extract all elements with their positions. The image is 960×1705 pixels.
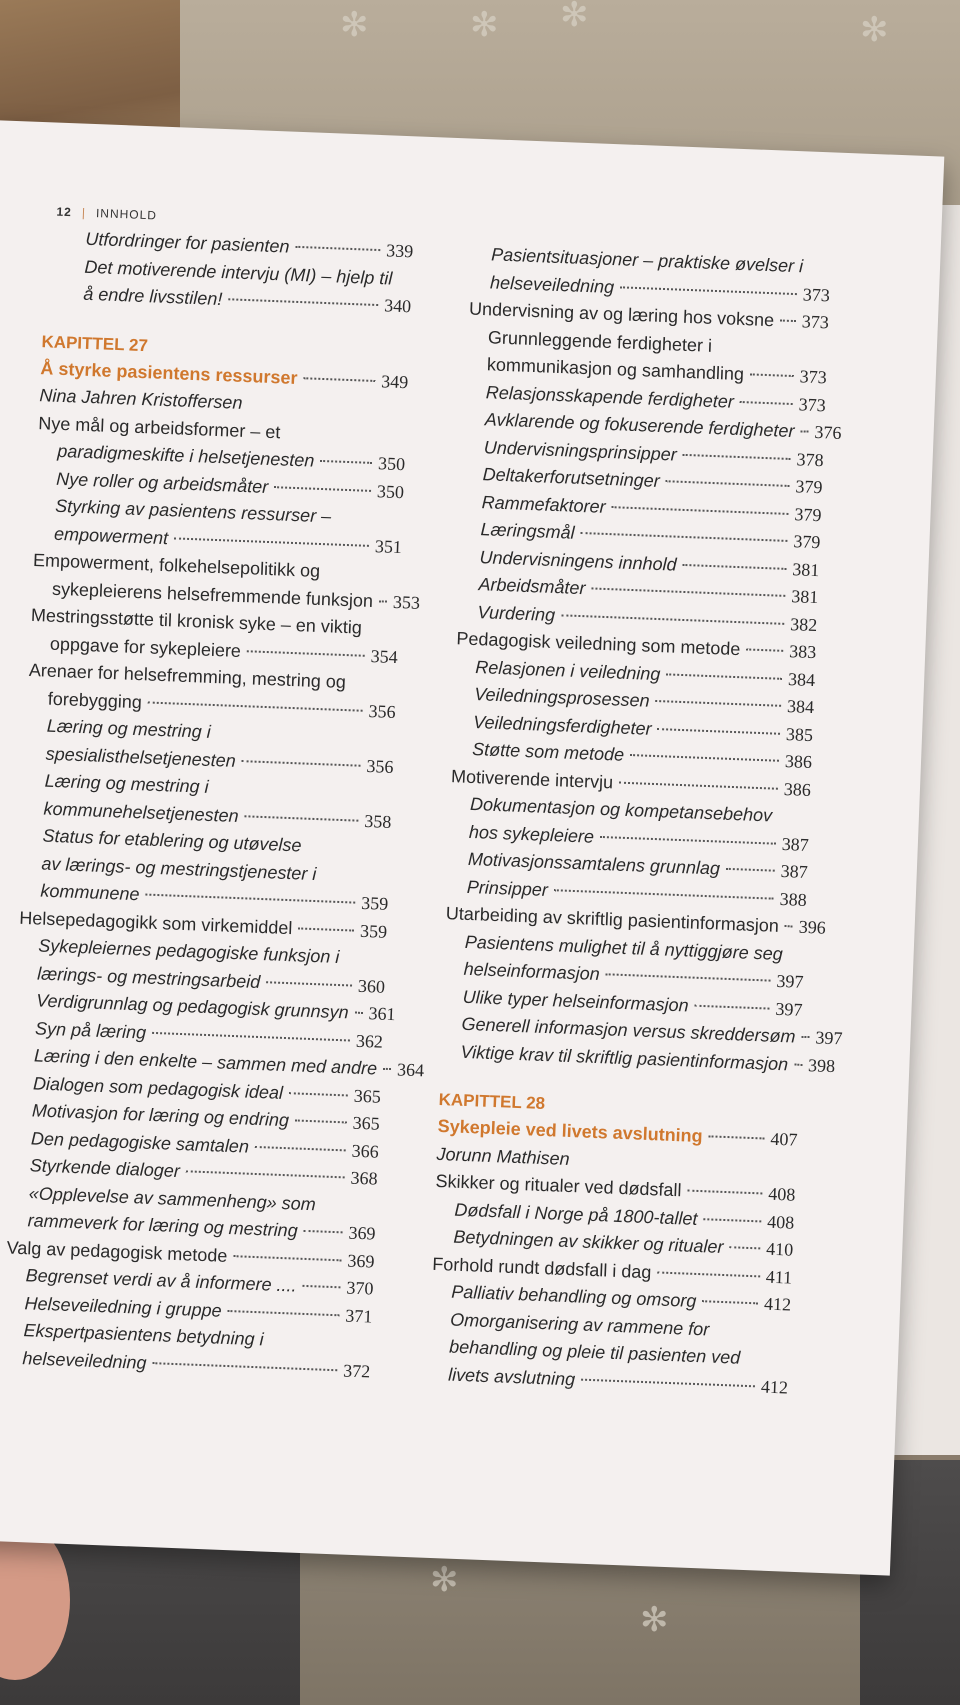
toc-line: Ekspertpasientens betydning i: [23, 1320, 264, 1350]
toc-entry-title: Styrkende dialoger: [29, 1155, 181, 1182]
running-header: [56, 205, 157, 223]
toc-entry-title: spesialisthelsetjenesten: [45, 743, 237, 771]
toc-entry-title: Sykepleie ved livets avslutning: [437, 1115, 704, 1147]
dot-leader: [666, 480, 790, 487]
toc-line: Mestringsstøtte til kronisk syke – en viktig: [30, 604, 363, 638]
book-page: [0, 120, 944, 1576]
dot-leader: [591, 587, 785, 596]
dot-leader: [242, 760, 361, 767]
toc-page-number: 373: [801, 311, 830, 333]
toc-entry-title: helseveiledning: [22, 1347, 147, 1373]
toc-page-number: 388: [779, 888, 808, 910]
toc-entry-title: Den pedagogiske samtalen: [30, 1127, 250, 1157]
dot-leader: [152, 1031, 350, 1041]
section-title: INNHOLD: [95, 206, 158, 223]
dot-leader: [228, 1309, 340, 1315]
toc-column-left: [2, 224, 425, 1385]
toc-entry-title: Relasjonen i veiledning: [474, 656, 661, 684]
dot-leader: [355, 1012, 363, 1014]
toc-page-number: 384: [786, 696, 815, 718]
toc-entry-title: Prinsipper: [466, 876, 549, 900]
dot-leader: [780, 319, 796, 322]
toc-entry-title: Pedagogisk veiledning som metode: [456, 628, 741, 660]
toc-entry-title: sykepleierens helsefremmende funksjon: [51, 578, 374, 611]
toc-column-right: [428, 241, 843, 1402]
toc-page-number: 371: [345, 1305, 373, 1327]
dot-leader: [666, 673, 782, 679]
toc-entry-title: Rammefaktorer: [481, 491, 607, 517]
toc-entry-title: Dialogen som pedagogisk ideal: [32, 1072, 284, 1103]
toc-entry-title: helseinformasjon: [463, 958, 601, 985]
toc-page-number: 378: [796, 448, 824, 470]
snowflake-icon: ✻: [470, 6, 499, 44]
toc-entry-title: kommunikasjon og samhandling: [486, 354, 745, 385]
toc-line: Arenaer for helsefremming, mestring og: [28, 659, 347, 693]
toc-page-number: 358: [364, 810, 392, 832]
toc-entry-title: Helsepedagogikk som virkemiddel: [19, 907, 293, 938]
dot-leader: [274, 486, 371, 492]
dot-leader: [303, 1285, 341, 1288]
dot-leader: [581, 1378, 755, 1387]
dot-leader: [245, 815, 359, 821]
toc-entry-title: kommunehelsetjenesten: [43, 798, 239, 826]
dot-leader: [746, 648, 783, 651]
toc-line: Nye mål og arbeidsformer – et: [38, 412, 281, 442]
dot-leader: [289, 1092, 348, 1096]
toc-page-number: 373: [799, 366, 828, 388]
toc-entry-title: Læringsmål: [480, 519, 576, 543]
dot-leader: [148, 701, 363, 711]
toc-entry-title: lærings- og mestringsarbeid: [36, 962, 261, 992]
dot-leader: [561, 614, 784, 625]
toc-page-number: 407: [770, 1128, 798, 1150]
toc-entry-title: Motivasjonssamtalens grunnlag: [467, 848, 721, 879]
toc-page-number: 356: [368, 700, 396, 722]
toc-entry-title: Nye roller og arbeidsmåter: [55, 468, 269, 497]
toc-page-number: 354: [370, 645, 399, 667]
toc-line: Empowerment, folkehelsepolitikk og: [32, 549, 321, 581]
dot-leader: [186, 1170, 345, 1178]
dot-leader: [695, 1004, 770, 1009]
toc-entry-title: Utfordringer for pasienten: [85, 228, 290, 257]
toc-entry-title: hos sykepleiere: [468, 821, 595, 847]
dot-leader: [740, 400, 793, 404]
toc-page-number: 365: [353, 1085, 382, 1107]
dot-leader: [657, 1271, 760, 1277]
dot-leader: [606, 973, 771, 981]
toc-page-number: 340: [383, 295, 412, 317]
toc-entry-title: Generell informasjon versus skreddersøm: [461, 1013, 796, 1047]
toc-page-number: 387: [781, 833, 810, 855]
toc-entry-title: Undervisningsprinsipper: [483, 436, 678, 465]
snowflake-icon: ✻: [560, 0, 589, 34]
toc-entry-title: Veiledningsferdigheter: [472, 711, 652, 739]
page-number: 12: [56, 204, 73, 220]
toc-entry-title: Undervisningens innhold: [479, 546, 677, 575]
dot-leader: [295, 1119, 347, 1123]
toc-line: Jorunn Mathisen: [436, 1143, 571, 1169]
toc-page-number: 386: [784, 750, 813, 773]
toc-page-number: 353: [392, 591, 421, 613]
toc-entry-title: Vurdering: [477, 601, 556, 625]
toc-entry-title: Skikker og ritualer ved dødsfall: [435, 1170, 682, 1201]
dot-leader: [228, 298, 378, 306]
toc-page-number: 379: [793, 531, 821, 553]
dot-leader: [554, 889, 774, 899]
dot-leader: [303, 377, 375, 382]
toc-entry-title: Læring i den enkelte – sammen med andre: [33, 1045, 378, 1079]
toc-entry-title: Deltakerforutsetninger: [482, 464, 661, 491]
toc-page-number: 361: [368, 1003, 396, 1025]
toc-entry-title: å endre livsstilen!: [83, 283, 223, 310]
toc-line: behandling og pleie til pasienten ved: [448, 1336, 741, 1368]
header-divider: |: [81, 205, 87, 220]
toc-page-number: 339: [385, 240, 414, 262]
toc-page-number: 364: [396, 1059, 425, 1081]
toc-page-number: 373: [798, 393, 827, 415]
toc-line: Status for etablering og utøvelse: [42, 825, 302, 856]
toc-page-number: 351: [374, 535, 403, 557]
dot-leader: [255, 1145, 346, 1150]
toc-page-number: 360: [357, 975, 386, 997]
dot-leader: [152, 1362, 337, 1371]
toc-entry-title: Relasjonsskapende ferdigheter: [485, 381, 735, 412]
toc-page-number: 410: [765, 1238, 794, 1260]
toc-entry-title: Verdigrunnlag og pedagogisk grunnsyn: [35, 990, 349, 1023]
dot-leader: [298, 927, 354, 931]
dot-leader: [703, 1218, 761, 1222]
toc-page-number: 411: [765, 1266, 793, 1288]
toc-entry-title: Betydningen av skikker og ritualer: [453, 1226, 724, 1257]
toc-entry-title: Motivasjon for læring og endring: [31, 1100, 290, 1131]
toc-page-number: 397: [775, 998, 803, 1020]
toc-line: Nina Jahren Kristoffersen: [39, 385, 243, 413]
dot-leader: [729, 1246, 760, 1249]
toc-entry-title: Viktige krav til skriftlig pasientinformasjon: [460, 1041, 789, 1074]
toc-line: Omorganisering av rammene for: [449, 1309, 710, 1339]
toc-page-number: 356: [366, 755, 394, 777]
toc-page-number: 381: [790, 586, 819, 608]
toc-page-number: 412: [760, 1376, 789, 1398]
dot-leader: [656, 700, 782, 707]
dot-leader: [320, 460, 372, 464]
dot-leader: [383, 1068, 391, 1070]
dot-leader: [683, 563, 787, 569]
toc-line: Det motiverende intervju (MI) – hjelp til: [84, 256, 393, 289]
toc-page-number: 350: [377, 453, 406, 475]
toc-line: «Opplevelse av sammenheng» som: [28, 1182, 317, 1214]
toc-entry-title: rammeverk for læring og mestring: [27, 1210, 299, 1241]
snowflake-icon: ✻: [340, 6, 369, 44]
toc-entry-title: kommunene: [40, 880, 140, 905]
dot-leader: [726, 868, 775, 872]
toc-entry-title: Palliativ behandling og omsorg: [450, 1281, 697, 1311]
toc-page-number: 385: [785, 723, 814, 745]
toc-page-number: 381: [791, 558, 820, 580]
toc-entry-title: empowerment: [53, 523, 169, 548]
toc-page-number: 350: [376, 480, 405, 502]
toc-entry-title: Helseveiledning i gruppe: [24, 1292, 223, 1321]
toc-page-number: 387: [780, 860, 809, 882]
toc-page-number: 368: [350, 1167, 379, 1189]
toc-page-number: 365: [352, 1112, 381, 1134]
dot-leader: [247, 650, 365, 657]
toc-line: Pasientsituasjoner – praktiske øvelser i: [490, 244, 804, 277]
toc-entry-title: Undervisning av og læring hos voksne: [468, 298, 775, 331]
toc-entry-title: Begrenset verdi av å informere ....: [25, 1265, 297, 1296]
toc-page-number: 359: [360, 892, 389, 914]
toc-entry-title: Ulike typer helseinformasjon: [462, 986, 690, 1015]
toc-page-number: 369: [347, 1250, 375, 1272]
toc-page-number: 412: [763, 1293, 792, 1315]
dot-leader: [702, 1300, 758, 1304]
dot-leader: [304, 1230, 343, 1233]
snowflake-icon: ✻: [640, 1601, 669, 1639]
toc-page-number: 386: [783, 778, 812, 800]
toc-entry-title: oppgave for sykepleiere: [49, 633, 242, 661]
toc-line: Sykepleiernes pedagogiske funksjon i: [37, 935, 340, 968]
chapter-label: KAPITTEL 27: [41, 331, 149, 355]
toc-line: Læring og mestring i: [44, 770, 210, 797]
dot-leader: [683, 453, 791, 459]
chapter-label: KAPITTEL 28: [438, 1089, 546, 1114]
toc-page-number: 359: [359, 920, 388, 942]
toc-page-number: 362: [355, 1030, 384, 1052]
toc-line: Pasientens mulighet til å nyttiggjøre seg: [464, 931, 784, 964]
toc-entry-title: Å styrke pasientens ressurser: [40, 357, 298, 388]
toc-page-number: 384: [787, 668, 816, 690]
toc-page-number: 369: [348, 1222, 376, 1244]
dot-leader: [800, 430, 808, 432]
toc-line: Dokumentasjon og kompetansebehov: [469, 793, 773, 826]
dot-leader: [794, 1063, 802, 1065]
dot-leader: [620, 286, 797, 295]
snowflake-icon: ✻: [860, 11, 889, 49]
toc-page-number: 349: [380, 370, 409, 392]
toc-entry-title: Arbeidsmåter: [478, 574, 586, 599]
toc-entry-title: forebygging: [47, 688, 143, 712]
toc-page-number: 372: [342, 1359, 371, 1382]
toc-entry-title: Veiledningsprosessen: [473, 684, 651, 711]
toc-line: Læring og mestring i: [46, 715, 212, 742]
toc-entry-title: helseveiledning: [489, 271, 615, 297]
dot-leader: [630, 754, 779, 762]
toc-entry-title: Avklarende og fokuserende ferdigheter: [484, 409, 795, 442]
toc-entry-title: Støtte som metode: [471, 738, 625, 765]
dot-leader: [619, 781, 778, 789]
toc-entry-title: Forhold rundt dødsfall i dag: [432, 1253, 652, 1282]
dot-leader: [612, 506, 789, 515]
toc-page-number: 383: [788, 641, 817, 663]
dot-leader: [233, 1255, 341, 1261]
toc-entry-title: Motiverende intervju: [450, 765, 614, 792]
dot-leader: [658, 728, 781, 735]
dot-leader: [266, 981, 352, 986]
snowflake-icon: ✻: [430, 1561, 459, 1599]
dot-leader: [581, 532, 788, 542]
toc-page-number: 408: [767, 1183, 796, 1205]
dot-leader: [379, 600, 387, 602]
toc-page-number: 379: [794, 503, 822, 525]
toc-page-number: 379: [795, 476, 823, 498]
dot-leader: [600, 835, 776, 844]
toc-page-number: 396: [798, 916, 827, 938]
toc-page-number: 397: [815, 1027, 843, 1049]
dot-leader: [801, 1036, 809, 1038]
toc-entry-title: Dødsfall i Norge på 1800-tallet: [454, 1199, 698, 1229]
toc-page-number: 382: [789, 613, 818, 635]
toc-page-number: 373: [802, 283, 831, 305]
dot-leader: [750, 373, 794, 377]
toc-line: av lærings- og mestringstjenester i: [41, 853, 317, 884]
toc-page-number: 366: [351, 1140, 380, 1162]
dot-leader: [709, 1135, 765, 1139]
toc-entry-title: livets avslutning: [447, 1364, 576, 1389]
dot-leader: [295, 246, 380, 251]
toc-line: Styrking av pasientens ressurser –: [54, 495, 332, 527]
dot-leader: [145, 894, 355, 904]
toc-line: Grunnleggende ferdigheter i: [487, 326, 713, 356]
dot-leader: [785, 925, 793, 927]
toc-page-number: 376: [814, 421, 842, 443]
toc-entry-title: Valg av pedagogisk metode: [6, 1236, 228, 1266]
toc-page-number: 370: [346, 1277, 374, 1299]
toc-page-number: 398: [807, 1054, 836, 1076]
toc-entry-title: Utarbeiding av skriftlig pasientinformasjon: [445, 903, 780, 936]
toc-page-number: 397: [776, 970, 804, 992]
toc-entry-title: Syn på læring: [34, 1017, 147, 1043]
toc-page-number: 408: [766, 1211, 795, 1233]
toc-entry-title: paradigmeskifte i helsetjenesten: [56, 440, 315, 471]
dot-leader: [174, 537, 369, 546]
dot-leader: [687, 1190, 762, 1195]
